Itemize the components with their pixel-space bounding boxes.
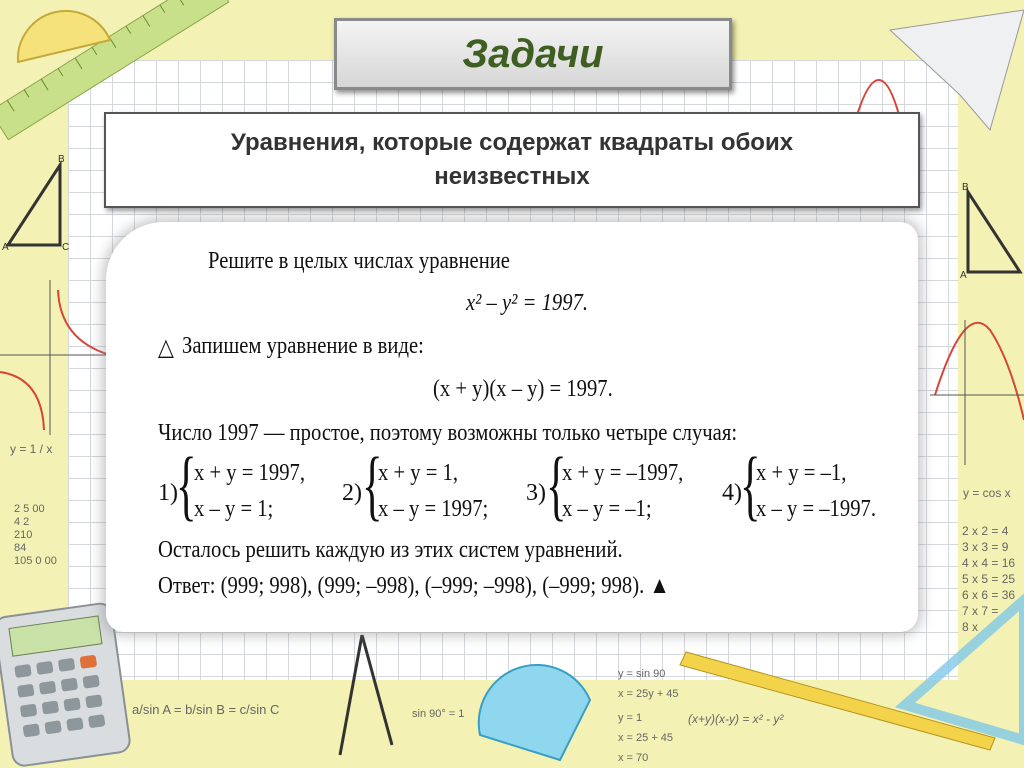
- case-line-2: x – y = 1;: [194, 496, 274, 522]
- calc-row: 84: [14, 542, 27, 554]
- svg-text:B: B: [58, 154, 65, 165]
- svg-text:A: A: [960, 270, 967, 281]
- table-row: 7 x 7 =: [962, 604, 999, 618]
- case-3: [526, 441, 716, 532]
- left-triangle-icon: [2, 154, 69, 253]
- case-line-1: x + y = 1997,: [194, 460, 306, 486]
- case-line-1: x + y = –1,: [756, 460, 847, 486]
- decor-identity: (x+y)(x-y) = x² - y²: [688, 712, 784, 726]
- svg-text:A: A: [2, 242, 9, 253]
- step-text: Запишем уравнение в виде:: [182, 333, 424, 359]
- decor-system-1a: y = sin 90: [618, 668, 666, 680]
- compass-icon: [340, 635, 392, 755]
- title-banner: [334, 18, 732, 90]
- case-line-2: x – y = –1;: [562, 496, 652, 522]
- case-4: [722, 441, 912, 532]
- brace-icon: {: [362, 441, 383, 528]
- table-row: 4 x 4 = 16: [962, 556, 1016, 570]
- decor-system-1b: x = 25y + 45: [618, 688, 679, 700]
- decor-system-2b: x = 25 + 45: [618, 732, 674, 744]
- answer-text: Ответ: (999; 998), (999; –998), (–999; –998), (–999; 998). ▲: [158, 573, 670, 599]
- table-row: 6 x 6 = 36: [962, 588, 1016, 602]
- table-row: 8 x: [962, 620, 979, 634]
- table-row: 5 x 5 = 25: [962, 572, 1016, 586]
- calc-row: 105 0 00: [14, 555, 57, 567]
- case-number: 1): [158, 480, 178, 506]
- svg-text:B: B: [962, 182, 969, 193]
- svg-text:C: C: [62, 242, 70, 253]
- calc-row: 4 2: [14, 516, 30, 528]
- decor-formula-cosine: y = cos x: [963, 486, 1011, 500]
- subtitle-line-2: неизвестных: [434, 163, 590, 190]
- decor-system-2a: y = 1: [618, 712, 643, 724]
- decor-multiplication-table: [962, 523, 1015, 635]
- calc-row: 210: [14, 529, 33, 541]
- decor-long-multiplication: [14, 503, 57, 568]
- case-number: 4): [722, 480, 742, 506]
- factored-equation: (x + y)(x – y) = 1997.: [433, 376, 613, 402]
- decor-formula-hyperbola: y = 1 / x: [10, 442, 53, 456]
- brace-icon: {: [176, 441, 197, 528]
- case-2: [342, 441, 512, 532]
- case-line-2: x – y = 1997;: [378, 496, 489, 522]
- case-1: [158, 441, 328, 532]
- cosine-graph: [935, 323, 1024, 420]
- brace-icon: {: [740, 441, 761, 528]
- decor-sine-law: a/sin A = b/sin B = c/sin C: [132, 702, 280, 717]
- table-row: 3 x 3 = 9: [962, 540, 1009, 554]
- slide-title: Задачи: [462, 31, 604, 76]
- case-line-2: x – y = –1997.: [756, 496, 877, 522]
- step-marker: △: [158, 335, 174, 361]
- subtitle-box: [104, 112, 920, 208]
- decor-sin90: sin 90° = 1: [412, 708, 465, 720]
- case-number: 3): [526, 480, 546, 506]
- calc-row: 2 5 00: [14, 503, 45, 515]
- case-line-1: x + y = 1,: [378, 460, 459, 486]
- hyperbola-graph: [0, 290, 110, 430]
- main-equation: x² – y² = 1997.: [466, 290, 589, 316]
- subtitle-line-1: Уравнения, которые содержат квадраты обоих: [230, 129, 794, 156]
- remaining-text: Осталось решить каждую из этих систем уравнений.: [158, 537, 623, 563]
- decor-system-2c: x = 70: [618, 752, 649, 764]
- case-number: 2): [342, 480, 362, 506]
- bottom-protractor-icon: [479, 665, 590, 760]
- problem-prompt: Решите в целых числах уравнение: [208, 248, 510, 274]
- table-row: 2 x 2 = 4: [962, 524, 1009, 538]
- right-triangle-icon: [960, 182, 1020, 281]
- observation-text: Число 1997 — простое, поэтому возможны только четыре случая:: [158, 420, 738, 446]
- case-line-1: x + y = –1997,: [562, 460, 684, 486]
- brace-icon: {: [546, 441, 567, 528]
